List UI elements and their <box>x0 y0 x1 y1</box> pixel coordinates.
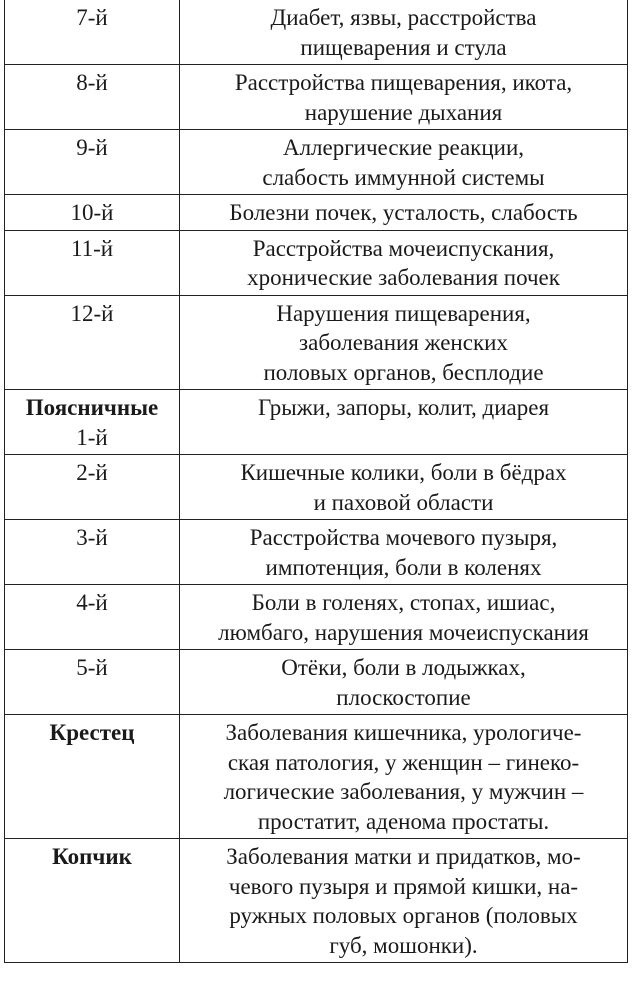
table-row <box>5 390 628 455</box>
segment-cell <box>5 585 180 650</box>
symptom-line: Заболевания матки и придатков, мо- <box>226 844 581 869</box>
symptom-line: Боли в голенях, стопах, ишиас, <box>251 590 556 615</box>
segment-cell <box>5 0 180 65</box>
segment-cell <box>5 130 180 195</box>
segment-cell <box>5 295 180 390</box>
segment-label: 5-й <box>76 655 108 680</box>
table-row <box>5 230 628 295</box>
vertebrae-symptoms-table <box>4 0 628 963</box>
segment-cell <box>5 390 180 455</box>
symptom-line: Кишечные колики, боли в бёдрах <box>240 460 567 485</box>
symptom-line: чевого пузыря и прямой кишки, на- <box>228 873 579 899</box>
table-row <box>5 650 628 715</box>
segment-label: 10-й <box>70 200 114 225</box>
symptom-line: логические заболевания, у мужчин – <box>223 779 584 804</box>
symptom-line: половых органов, бесплодие <box>263 359 544 385</box>
symptom-line: слабость иммунной системы <box>262 164 545 190</box>
symptoms-cell <box>180 650 628 715</box>
symptom-line: Отёки, боли в лодыжках, <box>281 655 526 680</box>
symptom-line: Расстройства мочевого пузыря, <box>249 525 558 550</box>
symptoms-cell <box>180 130 628 195</box>
segment-label: 12-й <box>70 300 114 326</box>
symptoms-cell <box>180 65 628 130</box>
symptoms-cell <box>180 195 628 231</box>
table-row <box>5 455 628 520</box>
symptom-line: Диабет, язвы, расстройства <box>270 5 537 30</box>
symptom-line: ружных половых органов (половых <box>229 903 578 928</box>
symptoms-cell <box>180 715 628 839</box>
symptom-line: плоскостопие <box>336 684 471 710</box>
table-row <box>5 839 628 963</box>
symptom-line: Болезни почек, усталость, слабость <box>229 200 578 225</box>
segment-cell <box>5 520 180 585</box>
symptom-line: губ, мошонки). <box>329 932 478 958</box>
table-row <box>5 295 628 390</box>
table-row <box>5 130 628 195</box>
segment-cell <box>5 65 180 130</box>
segment-cell <box>5 230 180 295</box>
symptom-line: Заболевания кишечника, урологиче- <box>225 720 582 745</box>
symptom-line: заболевания женских <box>299 330 508 355</box>
segment-label: 11-й <box>70 235 114 261</box>
symptoms-cell <box>180 390 628 455</box>
table-row <box>5 65 628 130</box>
symptoms-cell <box>180 230 628 295</box>
table-row <box>5 585 628 650</box>
table-row <box>5 520 628 585</box>
symptom-line: ская патология, у женщин – гинеко- <box>227 749 580 775</box>
symptom-line: Нарушения пищеварения, <box>276 300 531 326</box>
symptom-line: нарушение дыхания <box>304 99 503 125</box>
segment-label: 7-й <box>76 5 108 30</box>
symptom-line: Аллергические реакции, <box>282 135 525 160</box>
section-heading-coccyx: Копчик <box>52 844 132 869</box>
segment-label: 4-й <box>76 590 108 615</box>
segment-cell <box>5 455 180 520</box>
symptom-line: пищеварения и стула <box>300 34 507 60</box>
segment-cell <box>5 650 180 715</box>
table-row <box>5 195 628 231</box>
segment-cell <box>5 195 180 231</box>
segment-cell <box>5 715 180 839</box>
symptom-line: люмбаго, нарушения мочеиспускания <box>218 619 589 645</box>
symptoms-cell <box>180 295 628 390</box>
section-heading-sacrum: Крестец <box>49 720 135 745</box>
symptom-line: Расстройства мочеиспускания, <box>252 235 555 261</box>
segment-label: 3-й <box>76 525 108 550</box>
symptoms-cell <box>180 839 628 963</box>
symptom-line: хронические заболевания почек <box>247 265 560 290</box>
symptom-line: Грыжи, запоры, колит, диарея <box>257 395 550 420</box>
segment-cell <box>5 839 180 963</box>
table-row <box>5 715 628 839</box>
symptoms-cell <box>180 0 628 65</box>
segment-label: 8-й <box>76 70 108 95</box>
symptoms-cell <box>180 520 628 585</box>
symptom-line: и паховой области <box>313 489 494 515</box>
segment-label: 1-й <box>76 424 108 450</box>
symptom-line: простатит, аденома простаты. <box>257 808 550 834</box>
segment-label: 2-й <box>76 460 108 485</box>
segment-label: 9-й <box>76 135 108 160</box>
symptoms-cell <box>180 585 628 650</box>
symptom-line: Расстройства пищеварения, икота, <box>234 70 573 95</box>
table-row <box>5 0 628 65</box>
symptoms-cell <box>180 455 628 520</box>
symptom-line: импотенция, боли в коленях <box>265 554 542 580</box>
section-heading-lumbar: Поясничные <box>25 395 159 420</box>
